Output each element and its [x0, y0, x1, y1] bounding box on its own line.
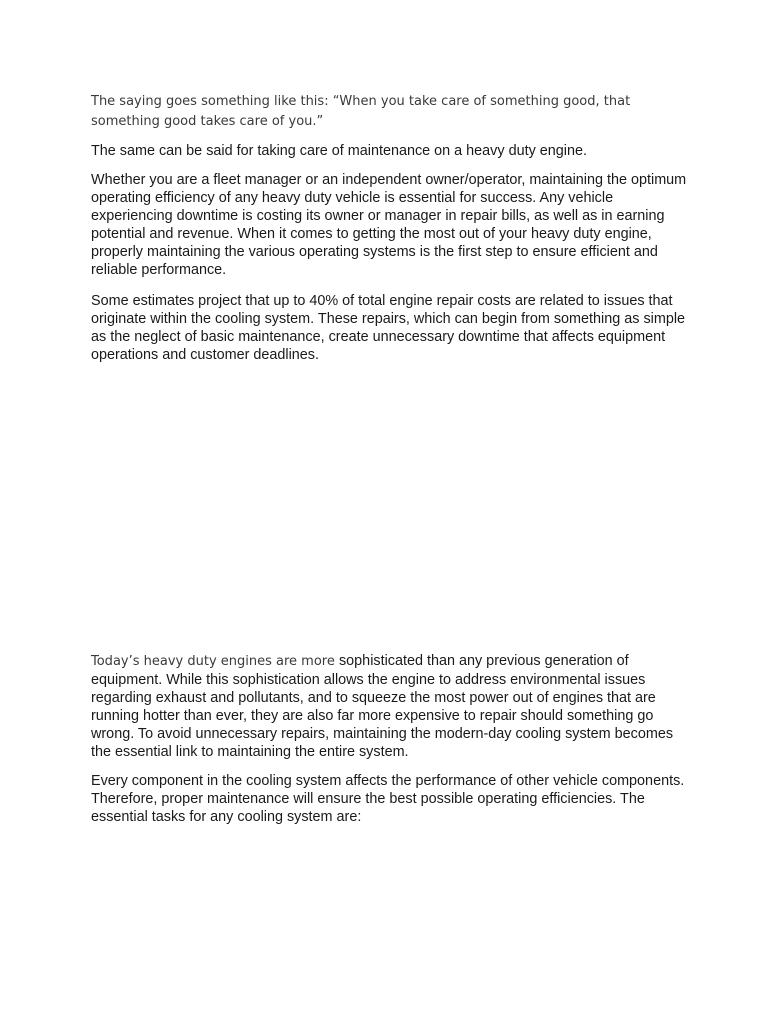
paragraph-cooling-system-tasks: Every component in the cooling system affects the performance of other vehicle components. Therefore, proper maintenance will ensure the best possible operating efficiencies. The essential tasks for any cooling system are:	[91, 773, 685, 825]
paragraph-fleet-manager: Whether you are a fleet manager or an independent owner/operator, maintaining the optimum operating efficiency of any heavy duty vehicle is essential for success. Any vehicle experiencing downtime is costing its owner or manager in repair bills, as well as in earning potential and revenue. When it comes to getting the most out of your heavy duty engine, properly maintaining the various operating systems is the first step to ensure efficient and reliable performance.	[91, 172, 687, 278]
paragraph-repair-cost-estimates: Some estimates project that up to 40% of total engine repair costs are related to issues that originate within the cooling system. These repairs, which can begin from something as simple as the neglect of basic maintenance, create unnecessary downtime that affects equipment operations and customer deadlines.	[91, 293, 686, 363]
paragraph-saying-quote: The saying goes something like this: “When you take care of something good, that something good takes care of you.”	[91, 94, 631, 129]
paragraph-sophisticated-engines	[91, 652, 691, 761]
paragraph-body: sophisticated than any previous generation of equipment. While this sophistication allows the engine to address environmental issues regarding exhaust and pollutants, and to squeeze the most power out of engines that are running hotter than ever, they are also far more expensive to repair should something go wrong. To avoid unnecessary repairs, maintaining the modern-day cooling system becomes the essential link to maintaining the entire system.	[91, 653, 674, 760]
paragraph-heavy-duty-engine-intro: The same can be said for taking care of maintenance on a heavy duty engine.	[91, 143, 587, 159]
paragraph-lead-in: Today’s heavy duty engines are more	[91, 654, 339, 669]
